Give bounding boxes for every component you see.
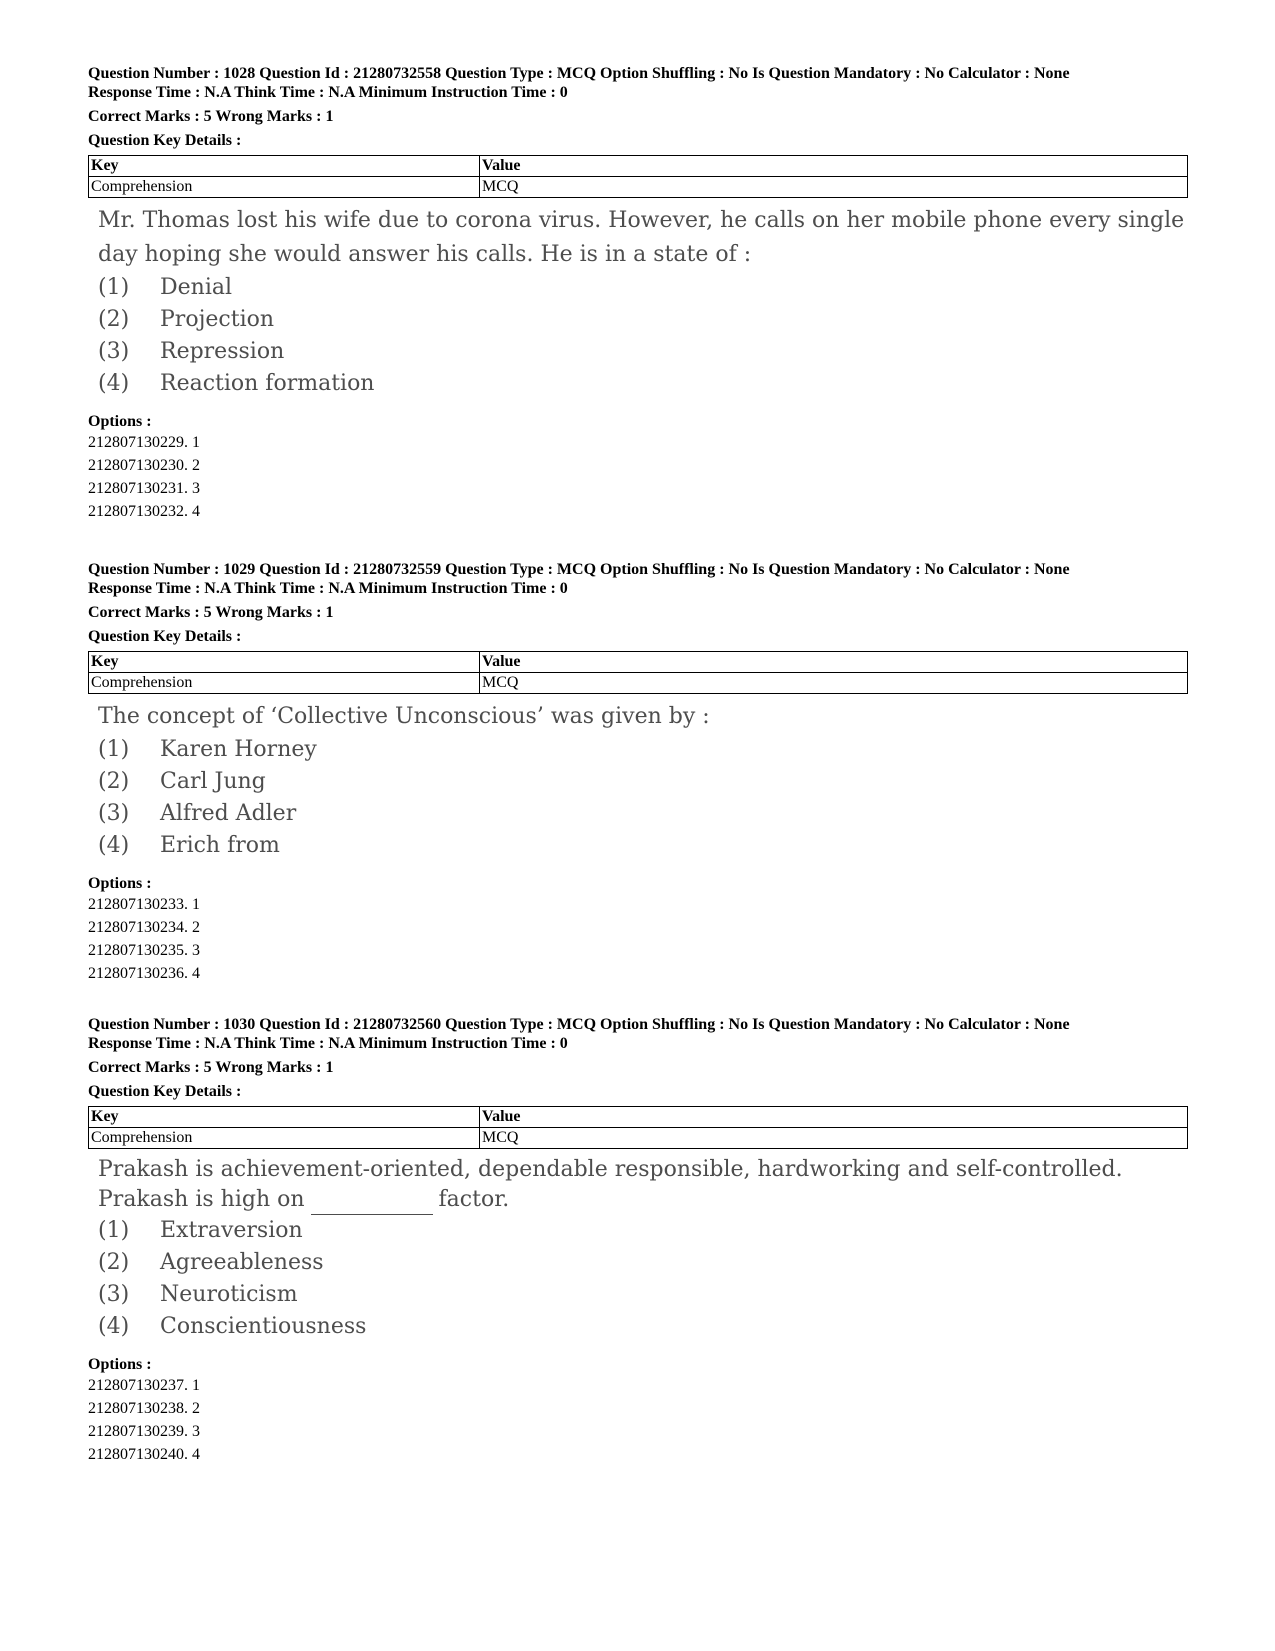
option-id-line: 212807130230. 2 [88,457,200,474]
question-header-line1: Question Number : 1028 Question Id : 21280732558 Question Type : MCQ Option Shuffling : No Is Question Mandatory : No Calculator : None [88,65,1070,82]
choice-number: (3) [98,801,130,826]
table-cell-key: Comprehension [89,177,480,198]
choice-text: Carl Jung [160,769,266,794]
table-header-value: Value [480,652,1188,673]
choice-text: Conscientiousness [160,1314,367,1339]
option-id-line: 212807130231. 3 [88,480,200,497]
option-id-line: 212807130236. 4 [88,965,200,982]
question-header-line2: Response Time : N.A Think Time : N.A Minimum Instruction Time : 0 [88,580,568,597]
option-id-line: 212807130233. 1 [88,896,200,913]
key-details-label: Question Key Details : [88,132,242,149]
question-header-line2: Response Time : N.A Think Time : N.A Minimum Instruction Time : 0 [88,1035,568,1052]
question-stem-part2: factor. [438,1187,510,1212]
choice-1 [98,272,1188,304]
choice-text: Alfred Adler [160,801,297,826]
choice-number: (1) [98,1218,130,1243]
choice-3 [98,798,1188,830]
table-header-row [89,156,1188,177]
choice-number: (1) [98,737,130,762]
table-cell-key: Comprehension [89,673,480,694]
choice-text: Agreeableness [160,1250,324,1275]
question-stem [98,1155,1188,1215]
option-id-line: 212807130239. 3 [88,1423,200,1440]
option-id-line: 212807130240. 4 [88,1446,200,1463]
option-id-line: 212807130232. 4 [88,503,200,520]
choice-4 [98,1311,1188,1343]
choice-text: Reaction formation [160,371,375,396]
choice-2 [98,1247,1188,1279]
key-details-label: Question Key Details : [88,1083,242,1100]
options-label: Options : [88,875,152,892]
table-header-key: Key [89,156,480,177]
choice-text: Erich from [160,833,280,858]
key-details-table [88,651,1188,694]
options-label: Options : [88,413,152,430]
choice-2 [98,766,1188,798]
question-image [88,204,1188,400]
key-details-table [88,155,1188,198]
table-cell-value: MCQ [480,673,1188,694]
choice-4 [98,368,1188,400]
question-1029 [88,560,1188,985]
choice-number: (4) [98,1314,130,1339]
choice-1 [98,734,1188,766]
marks-line: Correct Marks : 5 Wrong Marks : 1 [88,1059,334,1076]
option-id-line: 212807130229. 1 [88,434,200,451]
choice-3 [98,336,1188,368]
choice-number: (1) [98,275,130,300]
table-header-key: Key [89,652,480,673]
choice-text: Extraversion [160,1218,303,1243]
choice-text: Neuroticism [160,1282,298,1307]
table-header-key: Key [89,1107,480,1128]
table-cell-key: Comprehension [89,1128,480,1149]
option-id-line: 212807130235. 3 [88,942,200,959]
question-stem: Mr. Thomas lost his wife due to corona virus. However, he calls on her mobile phone every single day hoping she would answer his calls. He is in a state of : [98,208,1185,267]
choice-number: (3) [98,339,130,364]
option-id-line: 212807130237. 1 [88,1377,200,1394]
question-header-line1: Question Number : 1030 Question Id : 21280732560 Question Type : MCQ Option Shuffling : No Is Question Mandatory : No Calculator : None [88,1016,1070,1033]
key-details-table [88,1106,1188,1149]
table-cell-value: MCQ [480,1128,1188,1149]
question-image [88,1155,1188,1343]
question-stem: The concept of ‘Collective Unconscious’ was given by : [98,704,710,729]
question-1028 [88,64,1188,523]
choice-number: (2) [98,307,130,332]
table-row [89,673,1188,694]
choice-text: Denial [160,275,233,300]
table-header-value: Value [480,156,1188,177]
choice-4 [98,830,1188,862]
option-id-line: 212807130234. 2 [88,919,200,936]
question-header-line2: Response Time : N.A Think Time : N.A Minimum Instruction Time : 0 [88,84,568,101]
marks-line: Correct Marks : 5 Wrong Marks : 1 [88,604,334,621]
choice-number: (3) [98,1282,130,1307]
choice-2 [98,304,1188,336]
choice-text: Projection [160,307,275,332]
table-cell-value: MCQ [480,177,1188,198]
table-row [89,177,1188,198]
option-id-line: 212807130238. 2 [88,1400,200,1417]
table-header-row [89,652,1188,673]
key-details-label: Question Key Details : [88,628,242,645]
choice-number: (2) [98,1250,130,1275]
table-row [89,1128,1188,1149]
fill-in-blank [311,1192,433,1215]
choice-number: (4) [98,833,130,858]
choice-1 [98,1215,1188,1247]
question-stem-part1: Prakash is achievement-oriented, dependable responsible, hardworking and self-controlled. Prakash is high on [98,1157,1123,1212]
question-image [88,700,1188,862]
table-header-row [89,1107,1188,1128]
choice-number: (4) [98,371,130,396]
choice-3 [98,1279,1188,1311]
question-header-line1: Question Number : 1029 Question Id : 21280732559 Question Type : MCQ Option Shuffling : No Is Question Mandatory : No Calculator : None [88,561,1070,578]
choice-text: Repression [160,339,285,364]
choice-text: Karen Horney [160,737,317,762]
options-label: Options : [88,1356,152,1373]
choice-number: (2) [98,769,130,794]
marks-line: Correct Marks : 5 Wrong Marks : 1 [88,108,334,125]
table-header-value: Value [480,1107,1188,1128]
question-1030 [88,1015,1188,1466]
